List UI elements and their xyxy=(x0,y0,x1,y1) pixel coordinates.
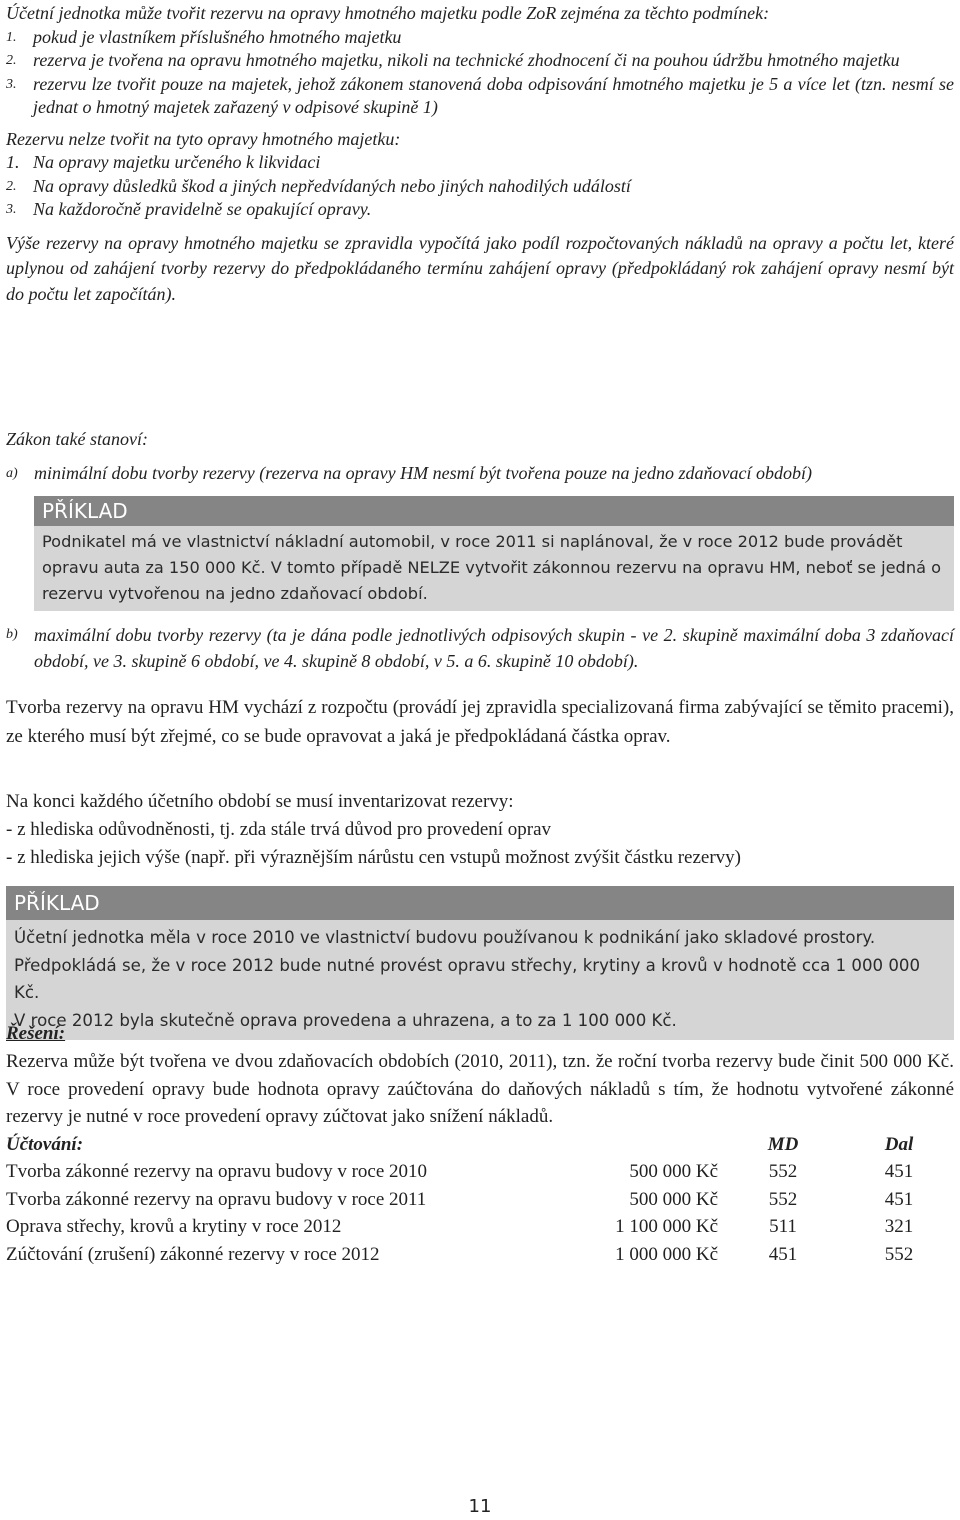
example-title: PŘÍKLAD xyxy=(6,886,954,920)
exclusion-item xyxy=(6,198,954,222)
condition-item xyxy=(6,73,954,120)
entry-amount: 1 100 000 Kč xyxy=(615,1216,718,1238)
example-line: Předpokládá se, že v roce 2012 bude nutné provést opravu střechy, krytiny a krovů v hodnotě cca 1 000 000 Kč. xyxy=(14,955,921,1002)
exclusion-text: Na opravy důsledků škod a jiných nepředvídaných nebo jiných nahodilých událostí xyxy=(33,175,631,196)
entry-dal: 552 xyxy=(884,1243,914,1265)
condition-number: 2. xyxy=(6,53,17,68)
condition-number: 1. xyxy=(6,29,17,45)
entry-amount: 1 000 000 Kč xyxy=(615,1243,718,1265)
condition-number: 3. xyxy=(6,76,17,92)
intro-section xyxy=(6,2,954,307)
entry-description: Oprava střechy, krovů a krytiny v roce 2012 xyxy=(6,1216,342,1238)
exclusion-number: 2. xyxy=(6,178,17,194)
condition-item xyxy=(6,49,954,73)
solution-heading: Řešení: xyxy=(6,1023,66,1044)
law-section-b xyxy=(6,622,954,674)
entry-md: 451 xyxy=(768,1243,798,1265)
column-dal: Dal xyxy=(884,1133,914,1155)
table-header-row xyxy=(6,1131,954,1159)
condition-item xyxy=(6,26,954,50)
example-line: Účetní jednotka měla v roce 2010 ve vlastnictví budovu používanou k podnikání jako skladové prostory. xyxy=(14,928,876,947)
entry-dal: 321 xyxy=(884,1216,914,1238)
budget-paragraph: Tvorba rezervy na opravu HM vychází z rozpočtu (provádí jej zpravidla specializovaná firma zabývající se těmito pracemi), ze kterého musí být zřejmé, co se bude opravovat a jaká je předpokládaná částka oprav. xyxy=(6,697,954,747)
exclusion-item xyxy=(6,151,954,175)
exclusion-text: Na každoročně pravidelně se opakující opravy. xyxy=(33,199,372,219)
table-row xyxy=(6,1214,954,1242)
solution-text: Rezerva může být tvořena ve dvou zdaňovacích obdobích (2010, 2011), tzn. že roční tvorba rezervy bude činit 500 000 Kč. V roce provedení opravy bude hodnota opravy zaúčtována do daňových nákladů s tím, že hodnotu vytvořené zákonné rezervy je nutné v roce provedení opravy zúčtovat jako snížení nákladů. xyxy=(6,1051,954,1127)
law-item-text: minimální dobu tvorby rezervy (rezerva na opravy HM nesmí být tvořena pouze na jedno zdaňovací období) xyxy=(34,462,813,483)
exclusion-number: 1. xyxy=(6,152,20,172)
exclusion-item xyxy=(6,175,954,199)
entry-description: Tvorba zákonné rezervy na opravu budovy v roce 2010 xyxy=(6,1161,428,1183)
example-title: PŘÍKLAD xyxy=(34,496,954,526)
accounting-table xyxy=(6,1131,954,1269)
entry-md: 552 xyxy=(768,1161,798,1183)
inventory-section xyxy=(6,788,954,872)
solution-section xyxy=(6,1020,954,1131)
column-md: MD xyxy=(767,1133,799,1155)
exclusion-text: Na opravy majetku určeného k likvidaci xyxy=(33,152,321,172)
law-item-b xyxy=(6,622,954,674)
inventory-line: - z hlediska odůvodněnosti, tj. zda stále trvá důvod pro provedení oprav xyxy=(6,819,552,840)
law-item-a xyxy=(6,462,954,486)
inventory-heading: Na konci každého účetního období se musí inventarizovat rezervy: xyxy=(6,791,514,812)
entry-description: Zúčtování (zrušení) zákonné rezervy v roce 2012 xyxy=(6,1243,380,1265)
entry-description: Tvorba zákonné rezervy na opravu budovy v roce 2011 xyxy=(6,1188,427,1210)
law-item-letter: a) xyxy=(6,465,18,481)
entry-amount: 500 000 Kč xyxy=(629,1188,718,1210)
table-row xyxy=(6,1186,954,1214)
accounting-heading: Účtování: xyxy=(6,1133,84,1155)
table-row xyxy=(6,1241,954,1269)
page-number: 11 xyxy=(468,1496,492,1517)
condition-text: pokud je vlastníkem příslušného hmotného majetku xyxy=(33,26,402,47)
example-text: Podnikatel má ve vlastnictví nákladní automobil, v roce 2011 si naplánoval, že v roce 2012 bude provádět opravu auta za 150 000 Kč. V tomto případě NELZE vytvořit zákonnou rezervu na opravu HM, neboť se jedná o rezervu vytvořenou na jedno zdaňovací období. xyxy=(42,532,942,603)
example-line: V roce 2012 byla skutečně oprava provedena a uhrazena, a to za 1 100 000 Kč. xyxy=(14,1010,677,1030)
table-row xyxy=(6,1159,954,1187)
entry-md: 552 xyxy=(768,1188,798,1210)
amount-paragraph: Výše rezervy na opravy hmotného majetku se zpravidla vypočítá jako podíl rozpočtovaných nákladů na opravy a počtu let, které uplynou od zahájení tvorby rezervy do předpokládaného termínu zahájení opravy (předpokládaný rok zahájení opravy nesmí být do počtu let započítán). xyxy=(6,232,954,304)
law-section xyxy=(6,428,954,485)
entry-md: 511 xyxy=(769,1216,797,1238)
entry-amount: 500 000 Kč xyxy=(629,1161,718,1183)
inventory-line: - z hlediska jejich výše (např. při výraznějším nárůstu cen vstupů možnost zvýšit částku rezervy) xyxy=(6,847,741,868)
condition-text: rezervu lze tvořit pouze na majetek, jehož zákonem stanovená doba odpisování hmotného majetku je 5 a více let (tzn. nesmí se jednat o hmotný majetek zařazený v odpisové skupině 1) xyxy=(33,73,954,117)
exclusions-heading: Rezervu nelze tvořit na tyto opravy hmotného majetku: xyxy=(6,128,401,149)
condition-text: rezerva je tvořena na opravu hmotného majetku, nikoli na technické zhodnocení či na pouhou údržbu hmotného majetku xyxy=(33,50,900,70)
entry-dal: 451 xyxy=(884,1188,914,1210)
intro-heading: Účetní jednotka může tvořit rezervu na opravy hmotného majetku podle ZoR zejména za těchto podmínek: xyxy=(6,3,770,23)
example-box-2 xyxy=(6,886,954,1040)
law-item-text: maximální dobu tvorby rezervy (ta je dána podle jednotlivých odpisových skupin - ve 2. skupině maximální doba 3 zdaňovací období, ve 3. skupině 6 období, ve 4. skupině 8 období, v 5. a 6. skupině 10 období). xyxy=(34,625,954,671)
law-heading: Zákon také stanoví: xyxy=(6,429,148,449)
example-box-1 xyxy=(34,496,954,611)
law-item-letter: b) xyxy=(6,627,18,642)
entry-dal: 451 xyxy=(884,1161,914,1183)
exclusion-number: 3. xyxy=(6,202,17,217)
